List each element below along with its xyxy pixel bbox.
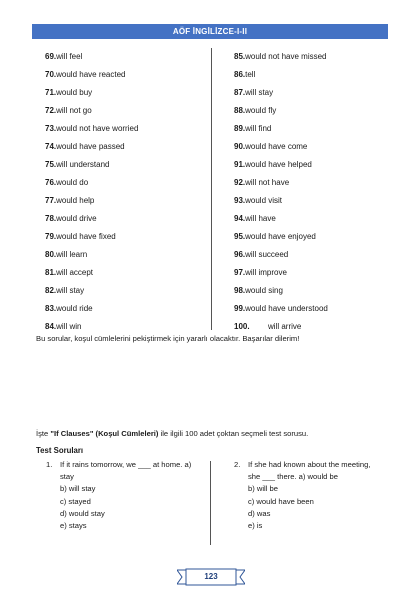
question-divider: [210, 461, 211, 545]
answer-item: [234, 228, 384, 246]
answer-number: 87.: [234, 88, 246, 97]
answer-number: 71.: [45, 88, 57, 97]
answer-number: 77.: [45, 196, 57, 205]
answer-text: would help: [56, 196, 95, 205]
answer-text: will feel: [56, 52, 83, 61]
answer-item: [234, 84, 384, 102]
answer-item: [234, 174, 384, 192]
answer-text: would drive: [56, 214, 97, 223]
answer-number: 90.: [234, 142, 246, 151]
answer-number: 99.: [234, 304, 246, 313]
answer-item: [234, 102, 384, 120]
answer-number: 94.: [234, 214, 246, 223]
answer-number: 72.: [45, 106, 57, 115]
answer-number: 93.: [234, 196, 246, 205]
answer-text: will not have: [245, 178, 290, 187]
answer-item: [234, 246, 384, 264]
answer-text: would do: [56, 178, 89, 187]
answer-text: will accept: [56, 268, 94, 277]
answer-number: 95.: [234, 232, 246, 241]
answer-text: will learn: [56, 250, 88, 259]
answer-number: 73.: [45, 124, 57, 133]
answer-number: 70.: [45, 70, 57, 79]
question-number: 2.: [234, 460, 241, 469]
header-title: AÖF İNGİLİZCE-I-II: [172, 27, 248, 36]
answer-item: [45, 264, 205, 282]
answer-text: would not have missed: [245, 52, 327, 61]
answer-text: would sing: [245, 286, 283, 295]
question-stem: If she had known about the meeting, she ___ there. a) would be: [248, 460, 371, 482]
answer-item: [234, 138, 384, 156]
intro-topic: "If Clauses" (Koşul Cümleleri): [50, 429, 159, 438]
answer-number: 76.: [45, 178, 57, 187]
answer-text: will not go: [56, 106, 92, 115]
answer-number: 79.: [45, 232, 57, 241]
answer-text: would have fixed: [56, 232, 116, 241]
answer-number: 91.: [234, 160, 246, 169]
answer-column-left: [45, 48, 205, 336]
answer-text: would buy: [56, 88, 93, 97]
test-title: Test Soruları: [36, 446, 84, 455]
closing-note: Bu sorular, koşul cümlelerini pekiştirmek için yararlı olacaktır. Başarılar dilerim!: [36, 334, 300, 343]
answer-number: 98.: [234, 286, 246, 295]
answer-column-right: [234, 48, 384, 336]
answer-number: 78.: [45, 214, 57, 223]
answer-text: would not have worried: [56, 124, 139, 133]
question-item: [46, 459, 196, 532]
question-option: d) was: [248, 508, 271, 518]
answer-text: will stay: [245, 88, 274, 97]
answer-text: would have understood: [245, 304, 328, 313]
answer-text: will stay: [56, 286, 85, 295]
column-divider: [211, 48, 212, 330]
question-option: e) stays: [60, 521, 87, 531]
question-number: 1.: [46, 460, 53, 469]
answer-number: 96.: [234, 250, 246, 259]
answer-item: [234, 66, 384, 84]
answer-item: [45, 192, 205, 210]
question-option: e) is: [248, 521, 263, 531]
question-option: c) would have been: [248, 496, 314, 506]
question-option: b) will be: [248, 484, 278, 494]
answer-text: will find: [245, 124, 272, 133]
answer-number: 83.: [45, 304, 57, 313]
question-option: d) would stay: [60, 508, 105, 518]
answer-item: [234, 120, 384, 138]
page-number-badge: [177, 568, 245, 586]
question-option: b) will stay: [60, 484, 96, 494]
answer-item: [45, 210, 205, 228]
answer-text: would have come: [245, 142, 308, 151]
answer-number: 84.: [45, 322, 57, 331]
page-number: 123: [204, 572, 218, 581]
page-header: [32, 24, 388, 39]
answer-text: would have helped: [245, 160, 312, 169]
answer-text: will succeed: [245, 250, 289, 259]
answer-number: 92.: [234, 178, 246, 187]
answer-item: [45, 282, 205, 300]
answer-number: 100.: [234, 322, 250, 331]
question-stem: If it rains tomorrow, we ___ at home. a) stay: [60, 460, 192, 482]
test-intro: [36, 429, 308, 438]
answer-item: [45, 120, 205, 138]
intro-suffix: ile ilgili 100 adet çoktan seçmeli test sorusu.: [158, 429, 309, 438]
answer-text: will win: [56, 322, 82, 331]
answer-number: 89.: [234, 124, 246, 133]
answer-item: [45, 300, 205, 318]
answer-text: will have: [245, 214, 276, 223]
question-list: [44, 459, 384, 554]
answer-text: will understand: [56, 160, 110, 169]
answer-item: [45, 138, 205, 156]
answer-number: 81.: [45, 268, 57, 277]
answer-item: [45, 156, 205, 174]
answer-item: [45, 228, 205, 246]
answer-number: 88.: [234, 106, 246, 115]
answer-number: 75.: [45, 160, 57, 169]
answer-number: 97.: [234, 268, 246, 277]
answer-text: will improve: [245, 268, 287, 277]
question-item: [234, 459, 384, 532]
answer-item: [234, 210, 384, 228]
answer-text: would fly: [245, 106, 277, 115]
answer-text: would have enjoyed: [245, 232, 316, 241]
answer-number: 82.: [45, 286, 57, 295]
question-option: c) stayed: [60, 496, 91, 506]
answer-item: [45, 66, 205, 84]
answer-item: [234, 48, 384, 66]
answer-item: [45, 246, 205, 264]
answer-text: would ride: [56, 304, 93, 313]
answer-text: would have passed: [56, 142, 125, 151]
answer-item: [234, 156, 384, 174]
answer-number: 80.: [45, 250, 57, 259]
answer-item: [234, 192, 384, 210]
answer-number: 69.: [45, 52, 57, 61]
answer-item: [234, 300, 384, 318]
answer-item: [45, 48, 205, 66]
answer-item: [234, 282, 384, 300]
answer-text: tell: [245, 70, 256, 79]
answer-text: would visit: [245, 196, 283, 205]
intro-prefix: İşte: [36, 429, 51, 438]
answer-text: would have reacted: [56, 70, 126, 79]
answer-item: [45, 84, 205, 102]
answer-number: 86.: [234, 70, 246, 79]
answer-key: [45, 48, 375, 336]
answer-number: 74.: [45, 142, 57, 151]
answer-number: 85.: [234, 52, 246, 61]
answer-item: [45, 174, 205, 192]
answer-item: [45, 102, 205, 120]
answer-item: [234, 264, 384, 282]
answer-text: will arrive: [268, 322, 302, 331]
